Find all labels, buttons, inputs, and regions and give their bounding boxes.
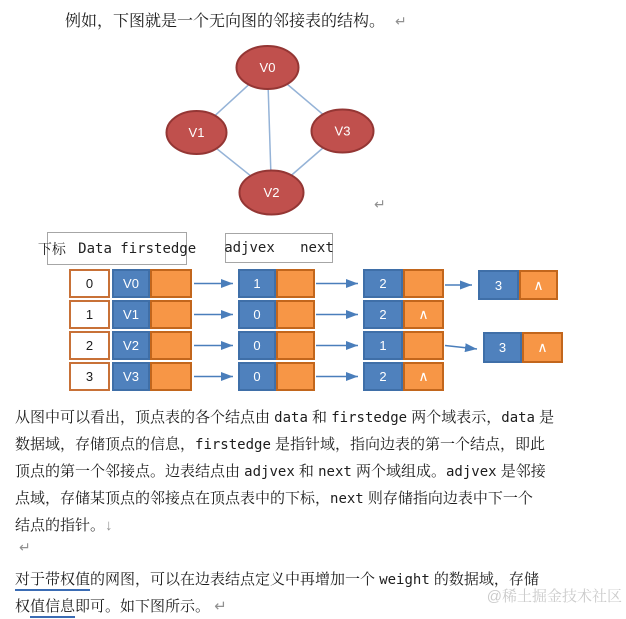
paragraph-line: 权值信息即可。如下图所示。 ↵ — [15, 593, 539, 619]
edge-node-next-cell — [403, 331, 444, 360]
edge-node-adjvex-cell: 3 — [478, 270, 519, 300]
edge-node-adjvex-cell: 2 — [363, 269, 403, 298]
vertex-data-cell: V1 — [112, 300, 150, 329]
graph-node-v2-label: V2 — [263, 185, 280, 201]
vertex-firstedge-cell — [150, 331, 192, 360]
intro-text: 例如，下图就是一个无向图的邻接表的结构。 — [65, 13, 386, 30]
vertex-data-cell: V2 — [112, 331, 150, 360]
null-pointer-cell: ∧ — [522, 332, 563, 363]
return-mark-icon: ↵ — [374, 196, 386, 212]
watermark: @稀土掘金技术社区 — [486, 588, 622, 605]
paragraph-line: 对于带权值的网图，可以在边表结点定义中再增加一个 weight 的数据域，存储 — [15, 566, 539, 593]
edge-node-adjvex-cell: 0 — [238, 362, 276, 391]
edge-node-next-cell — [403, 269, 444, 298]
edge-node-adjvex-cell: 3 — [483, 332, 522, 363]
paragraph-line: 结点的指针。↓ — [15, 517, 113, 534]
graph-node-v1-label: V1 — [188, 125, 205, 141]
edge-node-adjvex-cell: 1 — [363, 331, 403, 360]
intro-paragraph — [65, 8, 407, 31]
edge-node-next-cell — [276, 300, 315, 329]
vertex-data-cell: V3 — [112, 362, 150, 391]
edge-node-adjvex-cell: 0 — [238, 331, 276, 360]
vertex-index-cell: 1 — [69, 300, 110, 329]
graph-node-v0-label: V0 — [259, 60, 276, 76]
return-mark-icon: ↵ — [395, 13, 407, 29]
paragraph-line: 从图中可以看出，顶点表的各个结点由 data 和 firstedge 两个域表示，data 是 — [15, 409, 555, 426]
edge-node-adjvex-cell: 2 — [363, 362, 403, 391]
vertex-index-cell: 2 — [69, 331, 110, 360]
paragraph-line: 点域，存储某顶点的邻接点在顶点表中的下标，next 则存储指向边表中下一个 — [15, 490, 533, 507]
edge-node-next-cell — [276, 362, 315, 391]
null-pointer-cell: ∧ — [403, 362, 444, 391]
null-pointer-cell: ∧ — [519, 270, 558, 300]
edge-node-adjvex-cell: 0 — [238, 300, 276, 329]
edge-node-next-cell — [276, 269, 315, 298]
paragraph-line: 顶点的第一个邻接点。边表结点由 adjvex 和 next 两个域组成。adjvex 是邻接 — [15, 463, 546, 480]
edge-node-adjvex-cell: 1 — [238, 269, 276, 298]
vertex-firstedge-cell — [150, 300, 192, 329]
vertex-index-cell: 0 — [69, 269, 110, 298]
vertex-firstedge-cell — [150, 362, 192, 391]
vertex-table-header: 下标 Data firstedge — [47, 232, 187, 265]
graph-node-v3-label: V3 — [334, 123, 351, 139]
edge-node-adjvex-cell: 2 — [363, 300, 403, 329]
edge-node-next-cell — [276, 331, 315, 360]
weight-note-paragraph — [15, 566, 539, 619]
return-mark-icon: ↵ — [19, 539, 31, 555]
arrow-tail-row2 — [445, 346, 477, 350]
explanation-paragraph — [15, 404, 554, 539]
null-pointer-cell: ∧ — [403, 300, 444, 329]
paragraph-line: 数据域，存储顶点的信息，firstedge 是指针域，指向边表的第一个结点，即此 — [15, 436, 546, 453]
vertex-firstedge-cell — [150, 269, 192, 298]
edge-node-header: adjvex next — [225, 233, 333, 263]
vertex-data-cell: V0 — [112, 269, 150, 298]
vertex-index-cell: 3 — [69, 362, 110, 391]
